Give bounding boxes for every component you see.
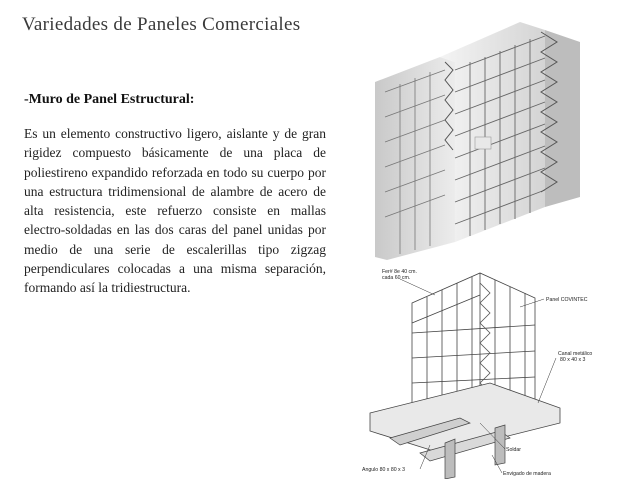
panel-installation-diagram [360, 263, 620, 479]
section-subtitle: -Muro de Panel Estructural: [24, 92, 195, 107]
label-canal-line2: 80 x 40 x 3 [560, 357, 586, 363]
description-paragraph: Es un elemento constructivo ligero, aislante y de gran rigidez compuesto básicamente de una placa de poliestireno expandido reforzada en todo su cuerpo por una estructura tridimensional de alambre de acero de alta resistencia, este refuerzo consiste en mallas electro-soldadas en las dos caras del panel unidas por medio de una serie de escalerillas tipo zigzag perpendiculares colocadas a una misma separación, formando así la tridiestructura. [24, 126, 326, 296]
label-fer-line1: Fer# 8e 40 cm. [382, 269, 417, 275]
label-envigado: Envigado de madera [503, 471, 551, 477]
label-canal-line1: Canal metálico [558, 351, 593, 357]
label-angulo: Angulo 80 x 80 x 3 [362, 467, 405, 473]
structural-panel-photo [345, 22, 607, 260]
label-fer-line2: cada 60 cm. [382, 275, 411, 281]
slide-title: Variedades de Paneles Comerciales [22, 14, 301, 35]
label-soldar: Soldar [506, 447, 521, 453]
label-panel: Panel COVINTEC [546, 297, 588, 303]
